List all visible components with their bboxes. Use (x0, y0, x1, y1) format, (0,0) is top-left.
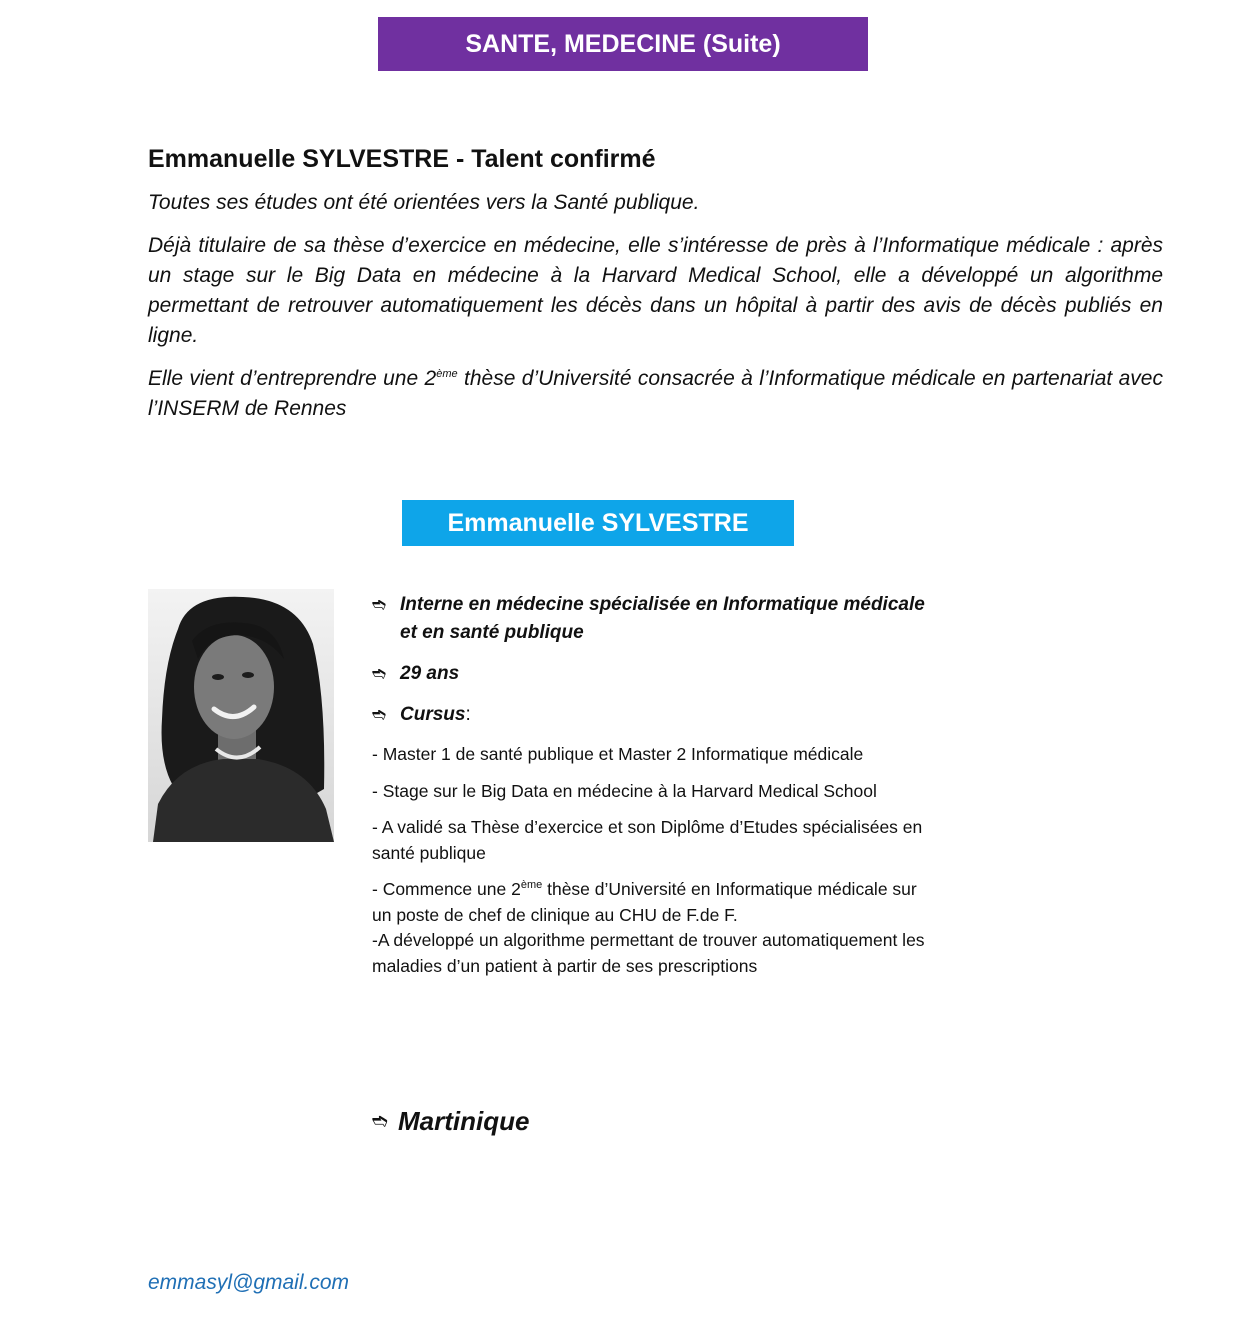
cursus-item-these: - A validé sa Thèse d’exercice et son Diplôme d’Etudes spécialisées en santé publique (372, 817, 923, 863)
paragraph-3-text-after: thèse d’Université consacrée à l’Informatique médicale en partenariat avec l’INSERM de Rennes (148, 367, 1163, 420)
paragraph-3-superscript: ème (436, 368, 458, 380)
profile-details (372, 591, 932, 990)
section-header-banner (378, 17, 868, 71)
paragraph-3-text-before: Elle vient d’entreprendre une 2 (148, 367, 437, 390)
detail-4-text-after: thèse d’Université en Informatique médicale sur un poste de chef de clinique au CHU de F.de F. (372, 879, 917, 925)
article-paragraph-3 (148, 364, 1163, 424)
portrait-photo (148, 589, 334, 842)
article-paragraph-2: Déjà titulaire de sa thèse d’exercice en médecine, elle s’intéresse de près à l’Informatique médicale : après un stage sur le Big Data en médecine à la Harvard Medical School, elle a développé un algorithme permettant de retrouver automatiquement les décès dans un hôpital à partir des avis de décès publiés en ligne. (148, 234, 1163, 347)
bullet-occupation (372, 591, 932, 647)
occupation-text: Interne en médecine spécialisée en Informatique médicale et en santé publique (400, 594, 925, 643)
arrow-bullet-icon: ➬ (372, 1111, 388, 1132)
location (372, 1106, 529, 1137)
article-title: Emmanuelle SYLVESTRE - Talent confirmé (148, 145, 656, 173)
name-banner-text: Emmanuelle SYLVESTRE (447, 508, 749, 537)
cursus-item-master: - Master 1 de santé publique et Master 2 Informatique médicale (372, 744, 864, 764)
name-banner (402, 500, 794, 546)
age-text: 29 ans (400, 663, 460, 684)
cursus-item-stage: - Stage sur le Big Data en médecine à la Harvard Medical School (372, 780, 877, 801)
cursus-colon: : (465, 704, 471, 725)
location-text: Martinique (398, 1106, 530, 1136)
arrow-bullet-icon: ➬ (372, 664, 387, 683)
article-section (148, 145, 1163, 437)
arrow-bullet-icon: ➬ (372, 595, 387, 614)
cursus-item-algorithme: -A développé un algorithme permettant de trouver automatiquement les maladies d’un patient à partir de ses prescriptions (372, 930, 925, 976)
cursus-item-universite (372, 877, 932, 928)
arrow-bullet-icon: ➬ (372, 705, 387, 724)
detail-4-superscript: ème (520, 879, 543, 892)
section-header-title: SANTE, MEDECINE (Suite) (465, 29, 781, 58)
email-link[interactable]: emmasyl@gmail.com (148, 1271, 350, 1294)
article-paragraph-1: Toutes ses études ont été orientées vers la Santé publique. (148, 191, 700, 214)
cursus-label: Cursus (400, 704, 466, 725)
portrait-illustration (148, 589, 334, 842)
detail-4-text-before: - Commence une 2 (372, 879, 521, 899)
bullet-cursus (372, 701, 932, 729)
bullet-age (372, 660, 932, 688)
